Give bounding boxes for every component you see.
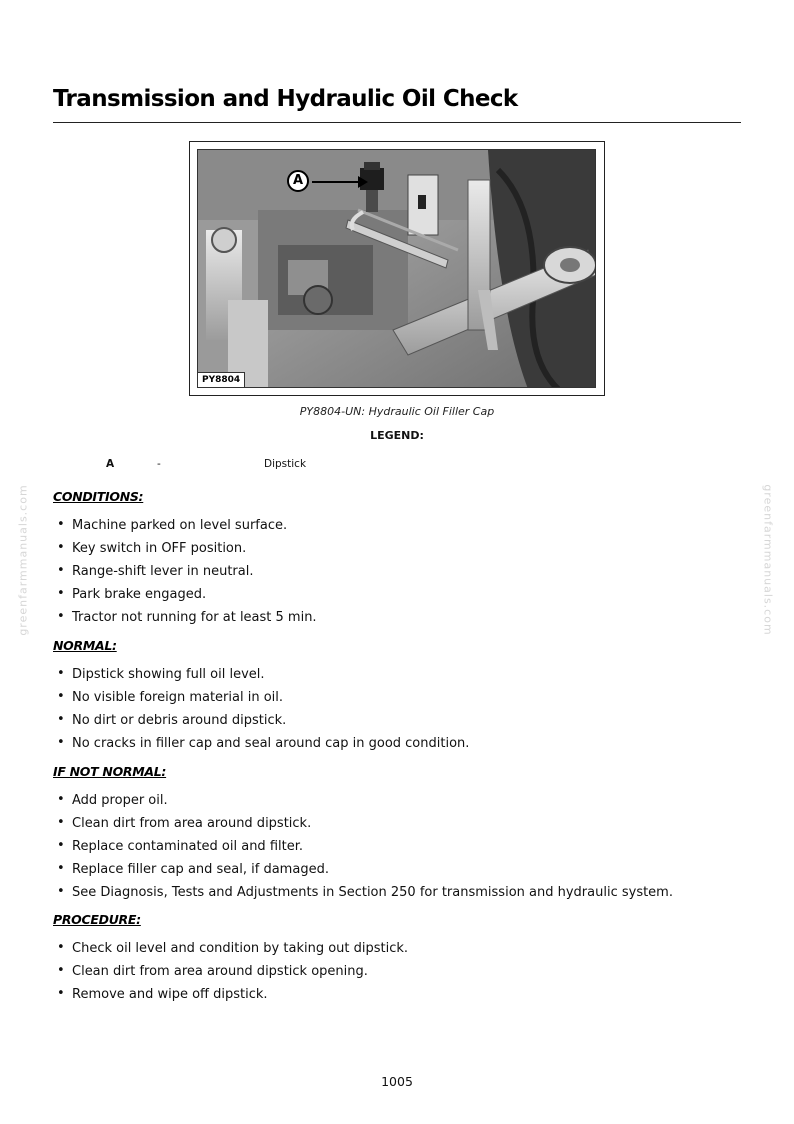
list-item: • Replace filler cap and seal, if damaged. (57, 861, 673, 884)
legend-description: Dipstick (264, 458, 307, 470)
list-item: • Park brake engaged. (57, 586, 317, 609)
conditions-list (57, 517, 317, 632)
legend-heading: LEGEND: (370, 429, 424, 442)
normal-heading: NORMAL: (53, 638, 117, 653)
list-item: • Machine parked on level surface. (57, 517, 317, 540)
callout-a-label: A (292, 173, 304, 188)
if-not-normal-heading: IF NOT NORMAL: (53, 764, 167, 779)
list-item: • No dirt or debris around dipstick. (57, 712, 469, 735)
list-item: • Tractor not running for at least 5 min. (57, 609, 317, 632)
callout-a-badge (287, 170, 309, 192)
watermark-right: greenfarmmanuals.com (761, 484, 775, 636)
conditions-heading: CONDITIONS: (53, 489, 144, 504)
list-item: • Check oil level and condition by taking out dipstick. (57, 940, 408, 963)
page-number: 1005 (381, 1074, 413, 1089)
procedure-list (57, 940, 408, 1009)
photo-id-label: PY8804 (198, 372, 245, 387)
normal-list (57, 666, 469, 758)
list-item: • Range-shift lever in neutral. (57, 563, 317, 586)
list-item: • Remove and wipe off dipstick. (57, 986, 408, 1009)
list-item: • Add proper oil. (57, 792, 673, 815)
procedure-heading: PROCEDURE: (53, 912, 141, 927)
page-title: Transmission and Hydraulic Oil Check (53, 86, 518, 112)
list-item: • See Diagnosis, Tests and Adjustments in Section 250 for transmission and hydraulic system. (57, 884, 673, 907)
list-item: • No cracks in filler cap and seal around cap in good condition. (57, 735, 469, 758)
list-item: • Dipstick showing full oil level. (57, 666, 469, 689)
legend-dash: - (157, 458, 161, 470)
legend-key: A (106, 458, 115, 470)
hydraulic-filler-cap-photo (197, 149, 596, 388)
list-item: • Key switch in OFF position. (57, 540, 317, 563)
watermark-left: greenfarmmanuals.com (16, 484, 30, 636)
if-not-normal-list (57, 792, 673, 907)
list-item: • No visible foreign material in oil. (57, 689, 469, 712)
figure-caption: PY8804-UN: Hydraulic Oil Filler Cap (299, 405, 495, 418)
list-item: • Clean dirt from area around dipstick opening. (57, 963, 408, 986)
title-divider (53, 122, 741, 123)
figure-frame (189, 141, 605, 396)
list-item: • Clean dirt from area around dipstick. (57, 815, 673, 838)
callout-pointer (198, 150, 596, 388)
list-item: • Replace contaminated oil and filter. (57, 838, 673, 861)
